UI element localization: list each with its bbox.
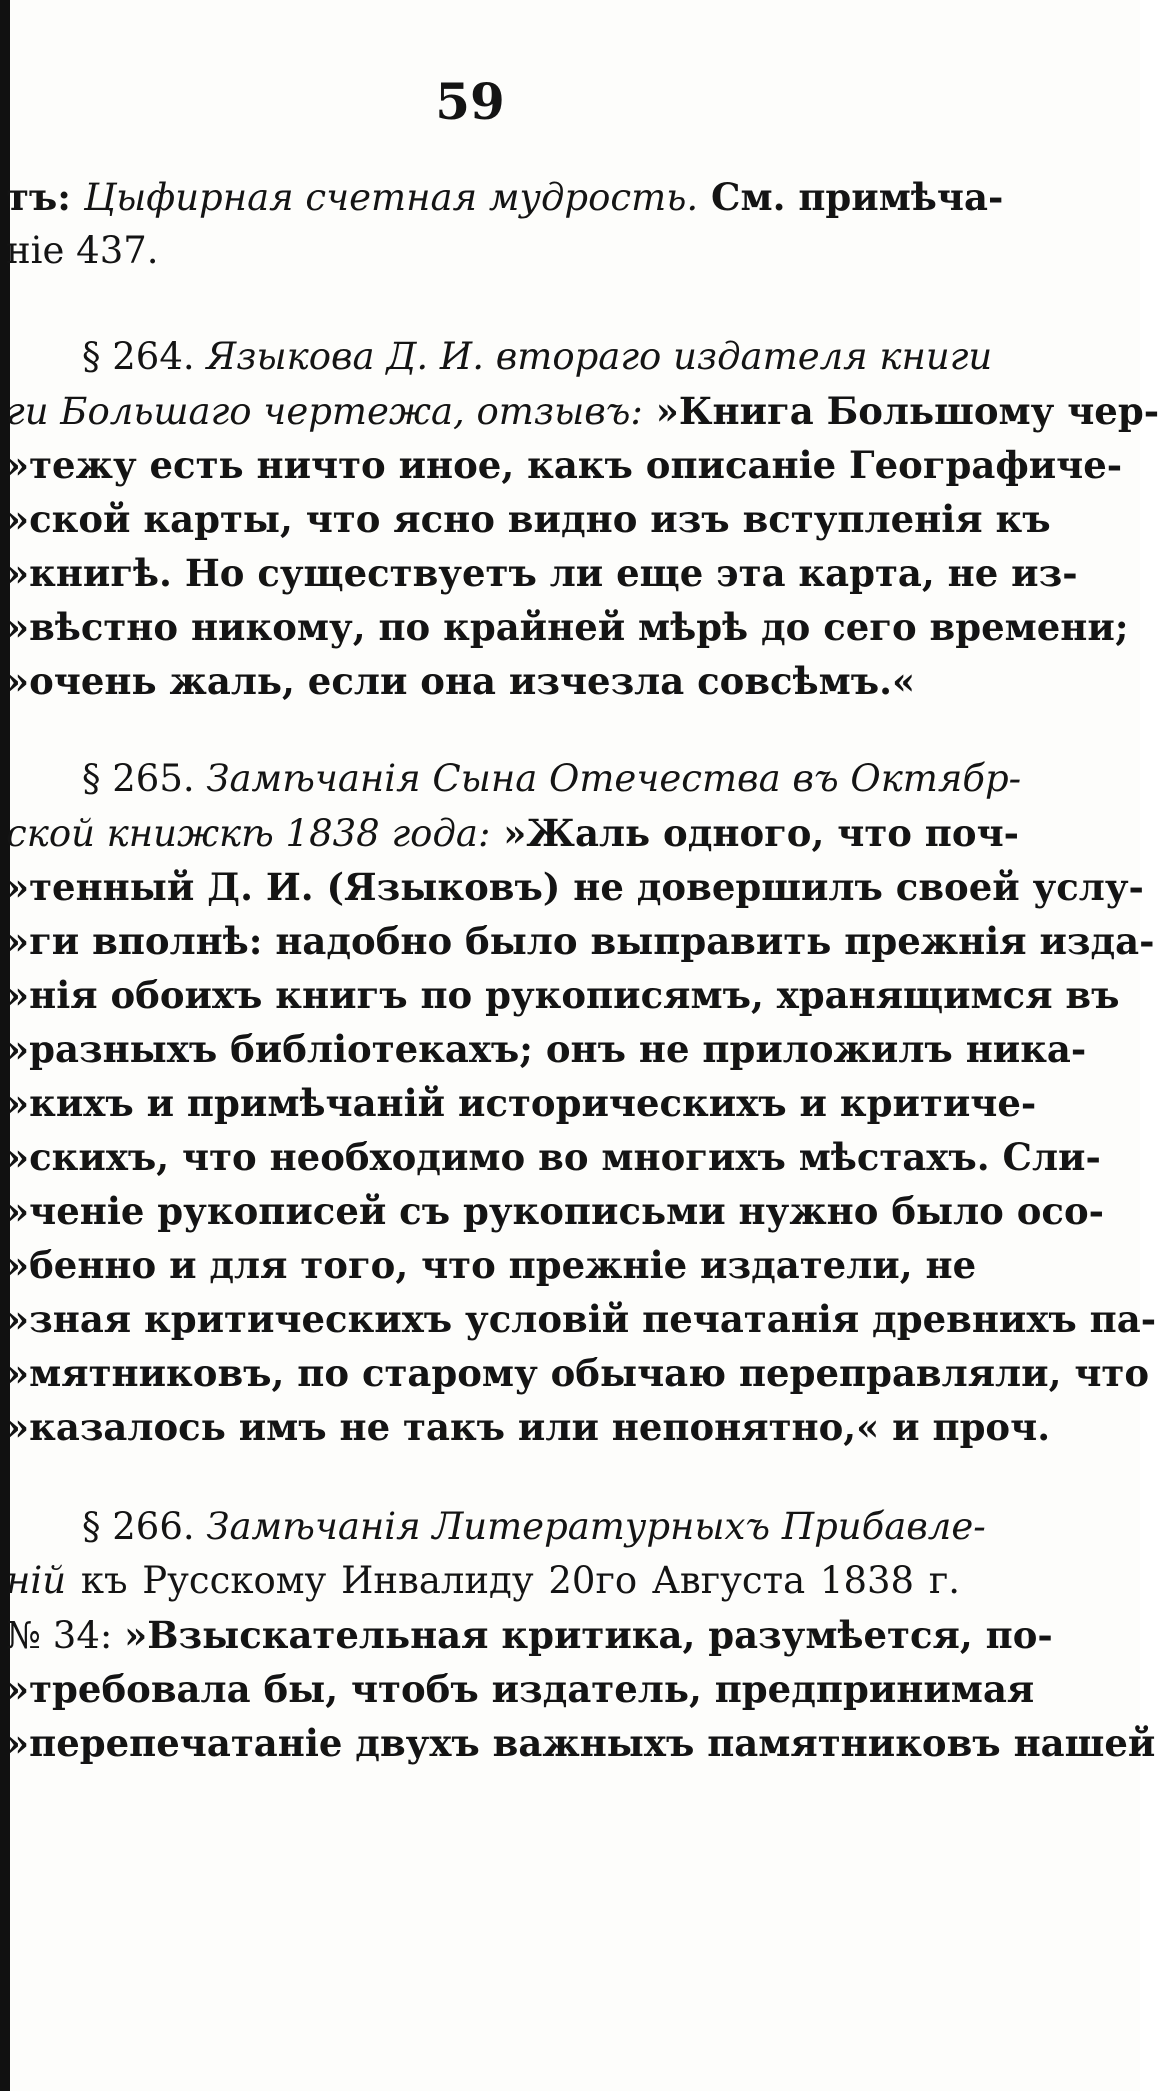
text-line [0,1238,977,1292]
text-run: »нія обоихъ книгъ по рукописямъ, хранящимся въ [6,973,1120,1017]
page-number: 59 [435,72,505,131]
text-run: § 266. [82,1505,207,1548]
carryover-paragraph [0,170,1004,278]
text-run: »ской карты, что ясно видно изъ вступленія къ [6,497,1051,541]
text-run: ской книжкѣ 1838 года: [6,812,491,855]
text-run: »разныхъ библіотекахъ; онъ не приложилъ ника- [6,1027,1087,1071]
text-run: § 264. [82,335,207,378]
text-run: № 34: [6,1614,125,1657]
text-line [0,752,1022,806]
text-line [0,914,1155,968]
text-line [0,1608,1053,1662]
text-run: Замѣчанія Литературныхъ Прибавле- [206,1505,986,1548]
section-265 [0,752,1157,1454]
text-line [0,1500,986,1554]
text-run: ги Большаго чертежа, отзывъ: [6,390,643,433]
text-line [0,968,1120,1022]
text-line [0,1076,1037,1130]
text-run: тъ: [6,175,84,219]
text-line [0,600,1129,654]
text-line [0,860,1144,914]
text-run: »тежу есть ничто иное, какъ описаніе Географиче- [6,443,1123,487]
text-run: »очень жаль, если она изчезла совсѣмъ.« [6,659,916,703]
text-run: Цыфирная счетная мудрость. [83,176,699,219]
text-line [0,384,1159,438]
text-run: См. примѣча- [698,175,1004,219]
text-run: »Жаль одного, что поч- [490,811,1020,855]
text-run: »вѣстно никому, по крайней мѣрѣ до сего времени; [6,605,1129,649]
text-line [0,1554,960,1608]
text-run: »скихъ, что необходимо во многихъ мѣстахъ. Сли- [6,1135,1101,1179]
text-run: Языкова Д. И. втораго издателя книги [206,335,993,378]
text-run: »Книга Большому чер- [642,389,1159,433]
text-run: »Взыскательная критика, разумѣется, по- [124,1613,1053,1657]
text-run: »зная критическихъ условій печатанія древнихъ па- [6,1297,1157,1341]
text-run: »бенно и для того, что прежніе издатели, не [6,1243,977,1287]
text-line [0,1716,1156,1770]
text-run: »кихъ и примѣчаній историческихъ и критиче- [6,1081,1037,1125]
text-line [0,1292,1157,1346]
text-run: »казалось имъ не такъ или непонятно,« и проч. [6,1405,1051,1449]
text-run: »книгѣ. Но существуетъ ли еще эта карта, не из- [6,551,1078,595]
text-line [0,330,993,384]
text-line [0,806,1020,860]
text-line [0,438,1123,492]
text-line [0,1022,1087,1076]
text-line [0,1184,1104,1238]
text-line [0,1346,1150,1400]
text-run: ній [6,1559,67,1602]
text-run: § 265. [82,757,207,800]
text-line [0,224,960,278]
text-line [0,1662,1035,1716]
text-line [0,1400,1051,1454]
text-run: »перепечатаніе двухъ важныхъ памятниковъ нашей [6,1721,1156,1765]
text-line [0,492,1051,546]
text-run: »мятниковъ, по старому обычаю переправляли, что [6,1351,1150,1395]
text-line [0,546,1078,600]
text-line [0,654,960,708]
text-run: »ги вполнѣ: надобно было выправить прежнія изда- [6,919,1155,963]
text-run: ніе 437. [6,229,159,272]
section-264 [0,330,1159,708]
text-run: къ Русскому Инвалиду 20го Августа 1838 г. [66,1559,960,1602]
text-line [0,1130,1101,1184]
text-line [0,170,1004,224]
text-run: »ченіе рукописей съ рукописьми нужно было осо- [6,1189,1104,1233]
text-run: Замѣчанія Сына Отечества въ Октябр- [206,757,1022,800]
text-run: »тенный Д. И. (Языковъ) не довершилъ своей услу- [6,865,1144,909]
text-run: »требовала бы, чтобъ издатель, предпринимая [6,1667,1035,1711]
section-266 [0,1500,1156,1770]
